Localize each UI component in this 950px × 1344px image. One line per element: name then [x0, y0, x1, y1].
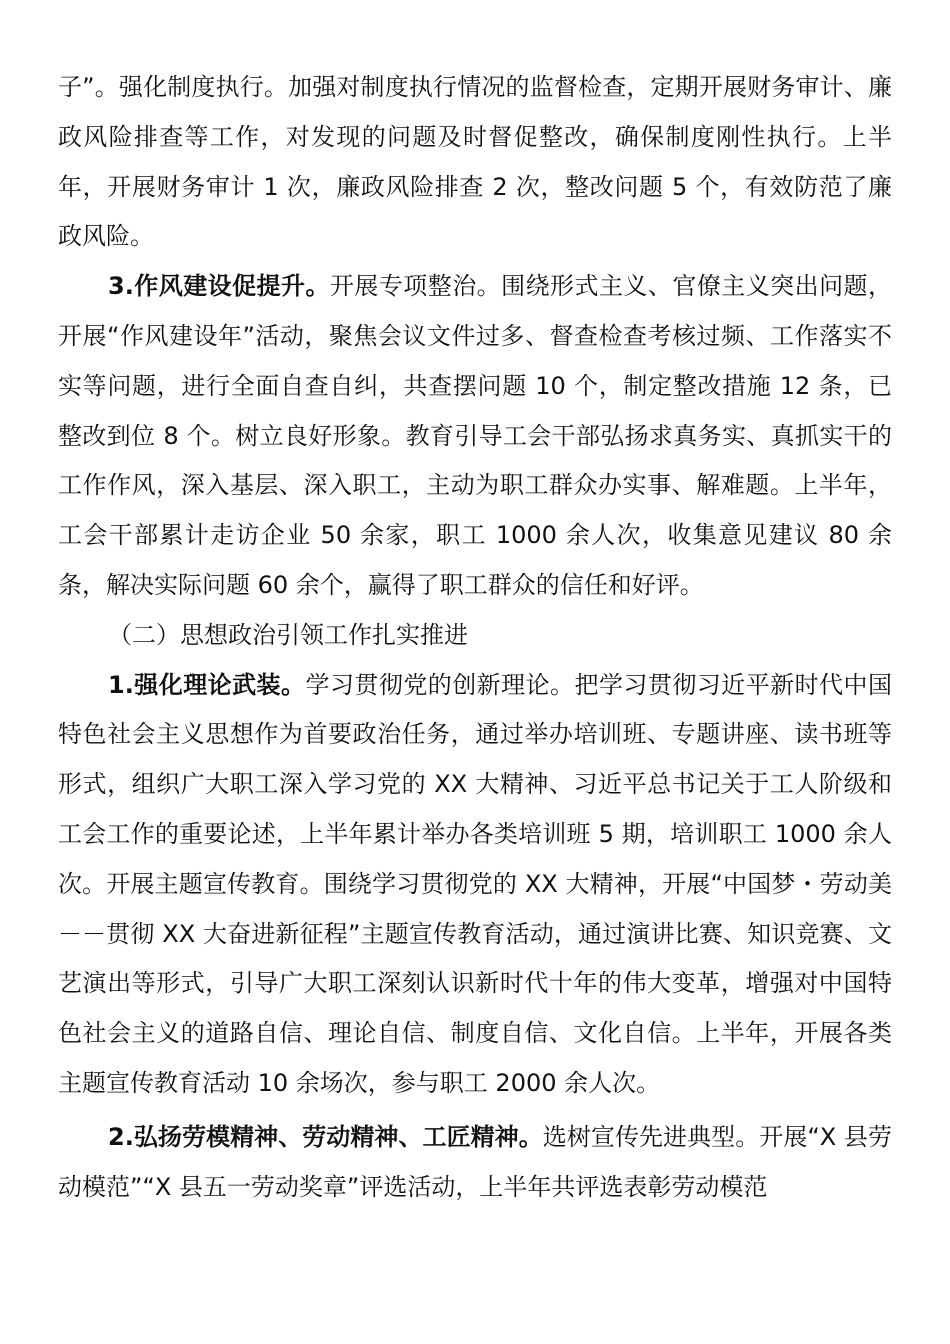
section-heading: （二）思想政治引领工作扎实推进 [108, 620, 468, 649]
paragraph-continuation [58, 63, 892, 262]
paragraph-text: 子”。强化制度执行。加强对制度执行情况的监督检查，定期开展财务审计、廉政风险排查等工作，对发现的问题及时督促整改，确保制度刚性执行。上半年，开展财务审计 1 次，廉政风险排查 2 次，整改问题 5 个，有效防范了廉政风险。 [58, 73, 892, 251]
paragraph-text: 选树宣传先进典型。开展“X 县劳动模范”“X 县五一劳动奖章”评选活动，上半年共评选表彰劳动模范 [58, 1122, 892, 1201]
document-page [58, 63, 892, 1212]
paragraph-model-worker-spirit [58, 1113, 892, 1213]
paragraph-lead-heading: 1.强化理论武装。 [108, 670, 306, 699]
paragraph-work-style [58, 262, 892, 611]
paragraph-lead-heading: 3.作风建设促提升。 [108, 272, 330, 301]
paragraph-text: 学习贯彻党的创新理论。把学习贯彻习近平新时代中国特色社会主义思想作为首要政治任务，通过举办培训班、专题讲座、读书班等形式，组织广大职工深入学习党的 XX 大精神、习近平总书记关于工人阶级和工会工作的重要论述，上半年累计举办各类培训班 5 期，培训职工 1000 余人次。开展主题宣传教育。围绕学习贯彻党的 XX 大精神，开展“中国梦・劳动美－－贯彻 XX 大奋进新征程”主题宣传教育活动，通过演讲比赛、知识竞赛、文艺演出等形式，引导广大职工深刻认识新时代十年的伟大变革，增强对中国特色社会主义的道路自信、理论自信、制度自信、文化自信。上半年，开展各类主题宣传教育活动 10 余场次，参与职工 2000 余人次。 [58, 670, 892, 1097]
paragraph-lead-heading: 2.弘扬劳模精神、劳动精神、工匠精神。 [108, 1122, 543, 1151]
paragraph-theory-arming [58, 661, 892, 1109]
paragraph-text: 开展专项整治。围绕形式主义、官僚主义突出问题，开展“作风建设年”活动，聚焦会议文件过多、督查检查考核过频、工作落实不实等问题，进行全面自查自纠，共查摆问题 10 个，制定整改措施 12 条，已整改到位 8 个。树立良好形象。教育引导工会干部弘扬求真务实、真抓实干的工作作风，深入基层、深入职工，主动为职工群众办实事、解难题。上半年，工会干部累计走访企业 50 余家，职工 1000 余人次，收集意见建议 80 余条，解决实际问题 60 余个，赢得了职工群众的信任和好评。 [58, 272, 892, 599]
